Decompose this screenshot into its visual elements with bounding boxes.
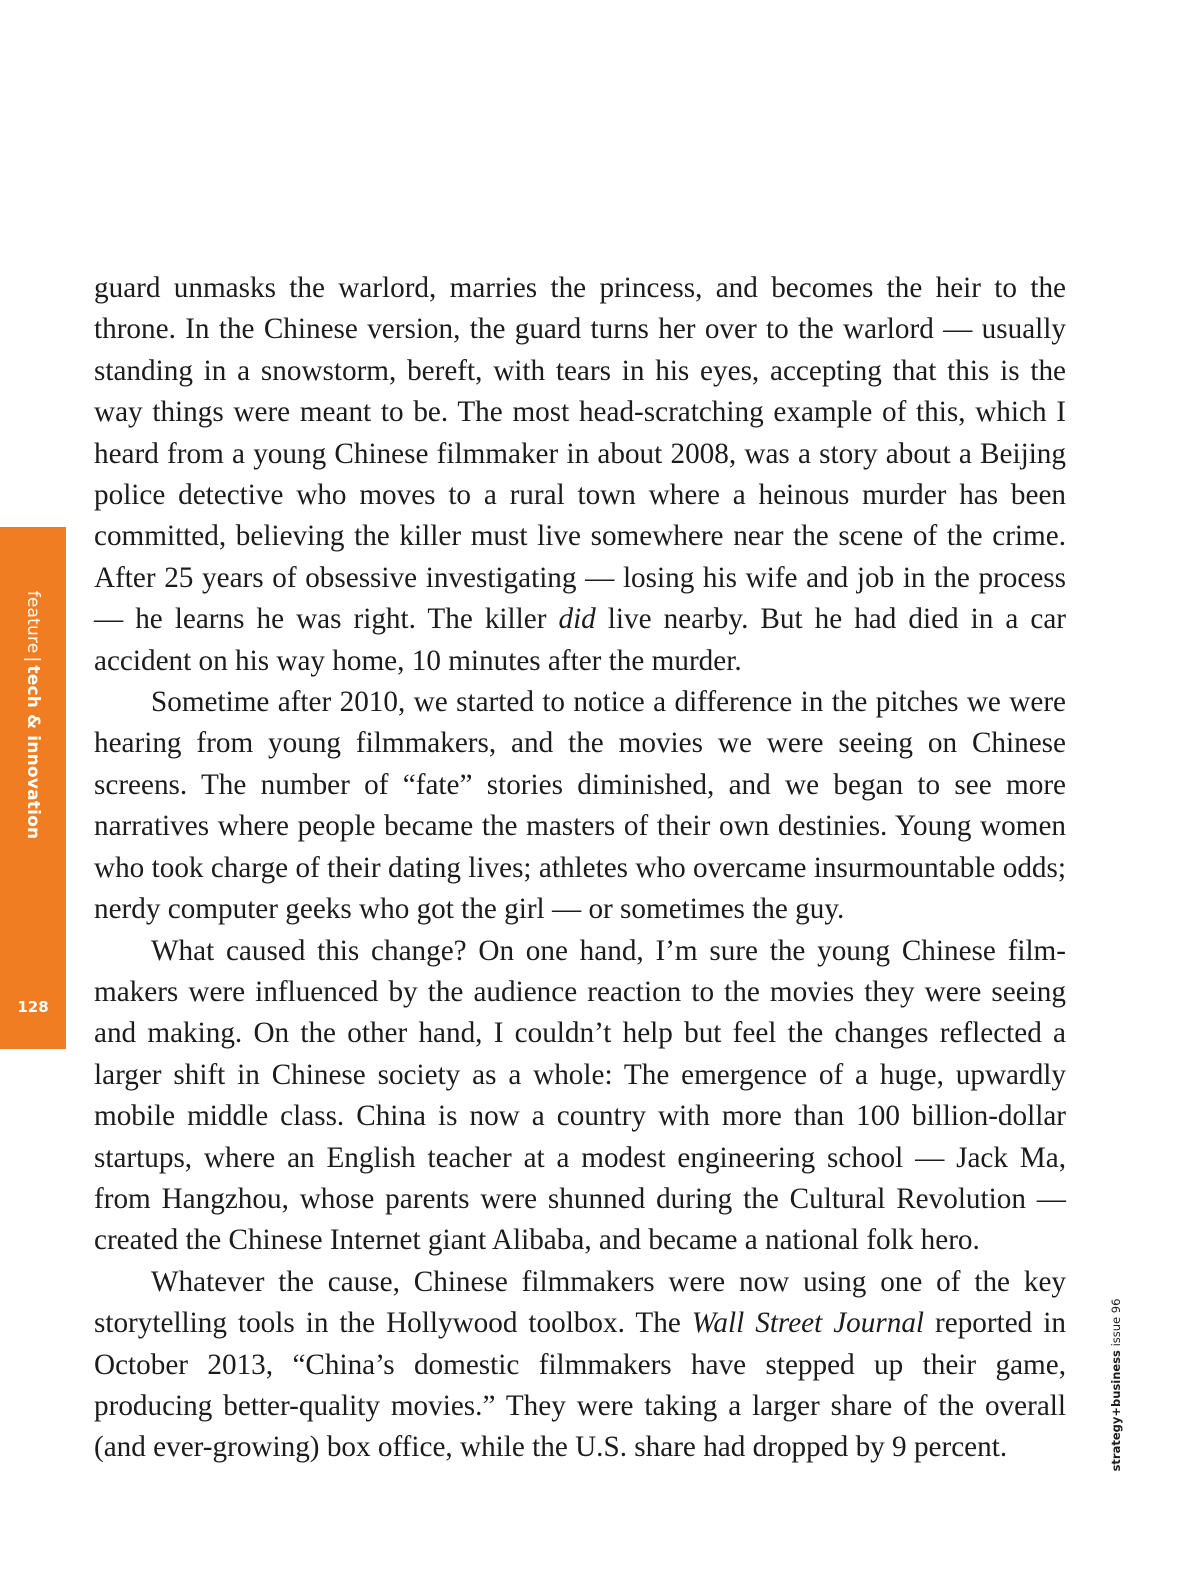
paragraph-text: Sometime after 2010, we started to notice a difference in the pitches we were hearing from young filmmakers, and the movies we were seeing on Chinese screens. The number of “fate” stories diminished, and we began to see more narratives where people became the masters of their own destinies. Young women who took charge of their dating lives; athletes who overcame insurmountable odds; nerdy computer geeks who got the girl — or sometimes the guy. (94, 686, 1066, 926)
paragraph-text: live nearby. But he had died in a car accident on his way home, 10 minutes after the murder. (94, 603, 1066, 677)
section-kind: feature (23, 590, 43, 654)
paragraph-2 (94, 682, 1066, 930)
paragraph-text: reported in October 2013, “China’s domestic filmmakers have stepped up their game, producing better-quality movies.” They were taking a larger share of the overall (and ever-growing) box office, while the U.S. share had dropped by 9 percent. (94, 1307, 1066, 1464)
page-number: 128 (17, 998, 49, 1016)
paragraph-1 (94, 268, 1066, 682)
issue-number: issue 96 (1109, 1298, 1123, 1351)
section-divider: | (23, 656, 43, 663)
paragraph-4 (94, 1262, 1066, 1469)
paragraph-text: Whatever the cause, Chinese filmmakers were now using one of the key storytelling tools in the Hollywood toolbox. The (94, 1265, 1066, 1340)
publication-title-text: Wall Street Journal (691, 1307, 925, 1340)
publication-name: strategy+business (1109, 1350, 1123, 1472)
paragraph-3 (94, 931, 1066, 1262)
article-body (94, 268, 1066, 1469)
paragraph-text: What caused this change? On one hand, I’m sure the young Chinese filmmakers were influenced by the audience reaction to the movies they were seeing and making. On the other hand, I couldn’t help but feel the changes reflected a larger shift in Chinese society as a whole: The emergence of a huge, upwardly mobile middle class. China is now a country with more than 100 billion-dollar startups, where an English teacher at a modest engineering school — Jack Ma, from Hangzhou, whose parents were shunned during the Cultural Revolution — created the Chinese Internet giant Alibaba, and became a national folk hero. (94, 934, 1066, 1257)
paragraph-text: guard unmasks the warlord, marries the princess, and becomes the heir to the throne. In the Chinese version, the guard turns her over to the warlord — usually standing in a snowstorm, bereft, with tears in his eyes, accepting that this is the way things were meant to be. The most head-scratching example of this, which I heard from a young Chinese filmmaker in about 2008, was a story about a Beijing police detective who moves to a rural town where a heinous murder has been committed, believing the killer must live somewhere near the scene of the crime. After 25 years of obsessive investigating — losing his wife and job in the process — he learns he was right. The killer (94, 272, 1066, 636)
section-label (23, 591, 43, 840)
section-topic: tech & innovation (23, 665, 43, 840)
publication-footer (1109, 1299, 1123, 1472)
emphasis-text: did (558, 603, 596, 636)
